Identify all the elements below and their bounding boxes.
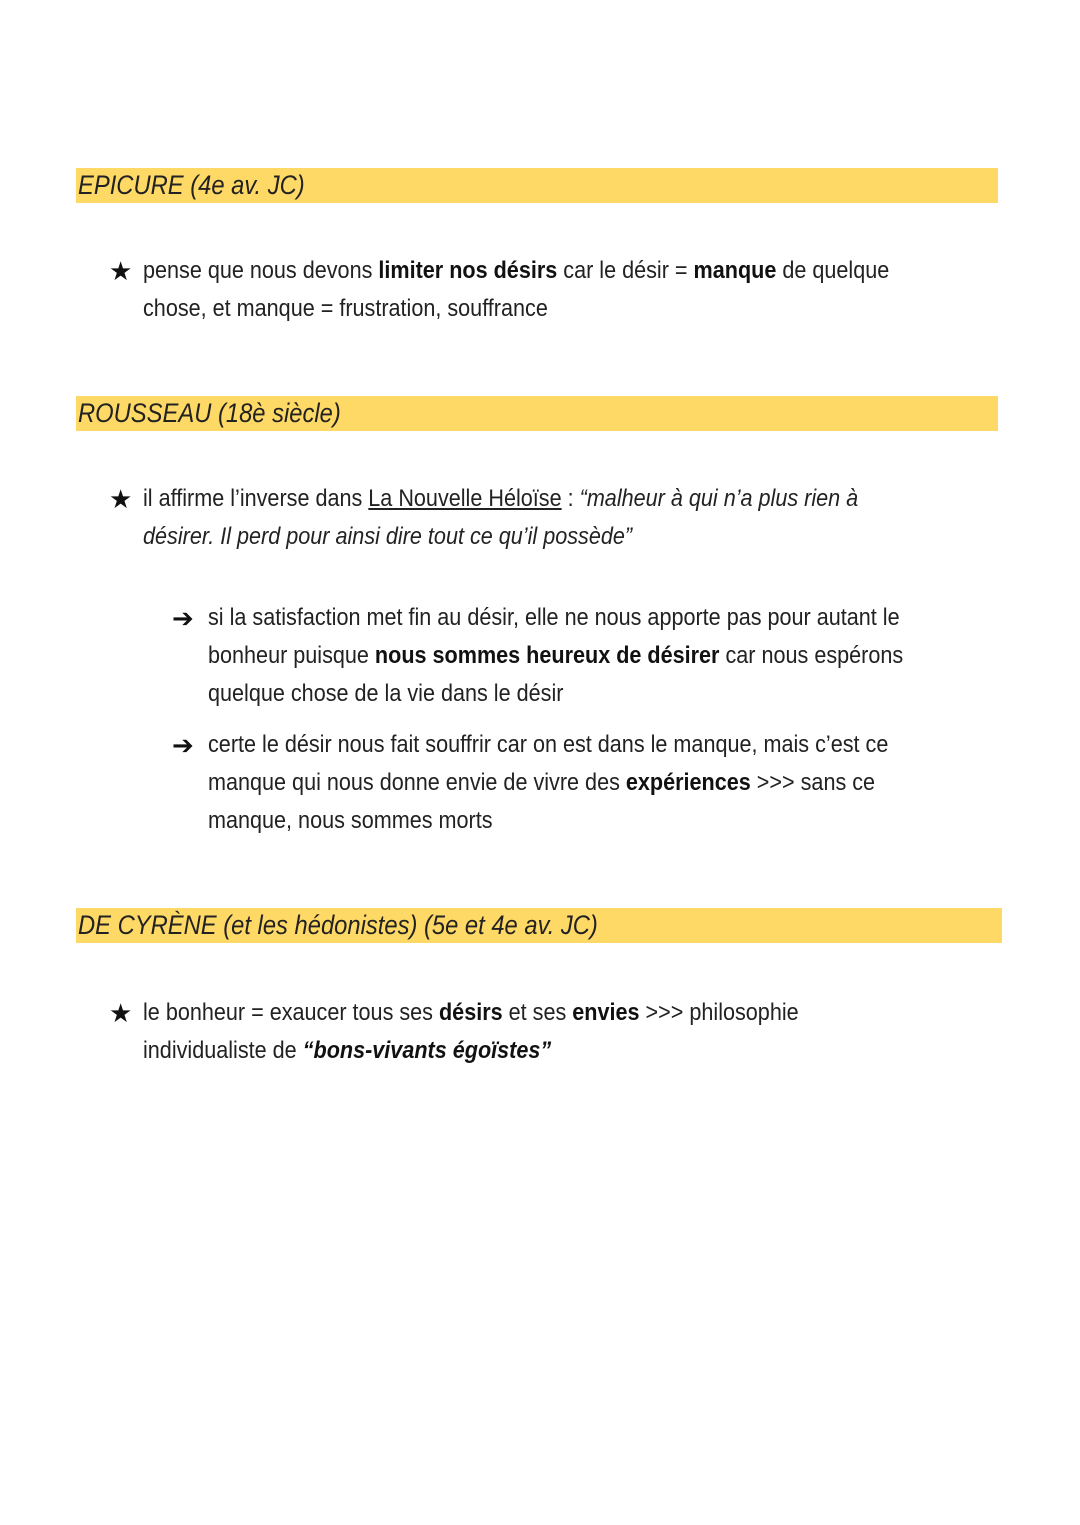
section-heading-cyrene bbox=[76, 908, 1002, 943]
heading-text: DE CYRÈNE (et les hédonistes) (5e et 4e av. JC) bbox=[78, 910, 598, 940]
quote: désirer. Il perd pour ainsi dire tout ce qu’il possède” bbox=[143, 523, 633, 550]
bullet-cyrene-1: ★ le bonheur = exaucer tous ses désirs et ses envies >>> philosophie individualiste de “bons-vivants égoïstes” bbox=[143, 994, 872, 1070]
arrow-rousseau-1: ➔ si la satisfaction met fin au désir, elle ne nous apporte pas pour autant le bonheur puisque nous sommes heureux de désirer car nous espérons quelque chose de la vie dans le désir bbox=[208, 599, 980, 713]
book-title: La Nouvelle Héloïse bbox=[368, 485, 562, 512]
heading-text: EPICURE (4e av. JC) bbox=[78, 170, 305, 200]
arrow-right-icon: ➔ bbox=[172, 603, 194, 633]
section-heading-rousseau bbox=[76, 396, 998, 431]
star-icon: ★ bbox=[109, 998, 133, 1028]
star-icon: ★ bbox=[109, 256, 133, 286]
heading-text: ROUSSEAU (18è siècle) bbox=[78, 398, 341, 428]
arrow-right-icon: ➔ bbox=[172, 730, 194, 760]
bullet-epicure-1: ★ pense que nous devons limiter nos désirs car le désir = manque de quelque chose, et manque = frustration, souffrance bbox=[143, 252, 972, 328]
bullet-rousseau-1: ★ il affirme l’inverse dans La Nouvelle Héloïse : “malheur à qui n’a plus rien à désirer. Il perd pour ainsi dire tout ce qu’il possède” bbox=[143, 480, 938, 556]
quote: “malheur à qui n’a plus rien à bbox=[579, 485, 859, 512]
arrow-rousseau-2: ➔ certe le désir nous fait souffrir car on est dans le manque, mais c’est ce manque qui nous donne envie de vivre des expériences >>> sans ce manque, nous sommes morts bbox=[208, 726, 964, 840]
star-icon: ★ bbox=[109, 484, 133, 514]
section-heading-epicure bbox=[76, 168, 998, 203]
